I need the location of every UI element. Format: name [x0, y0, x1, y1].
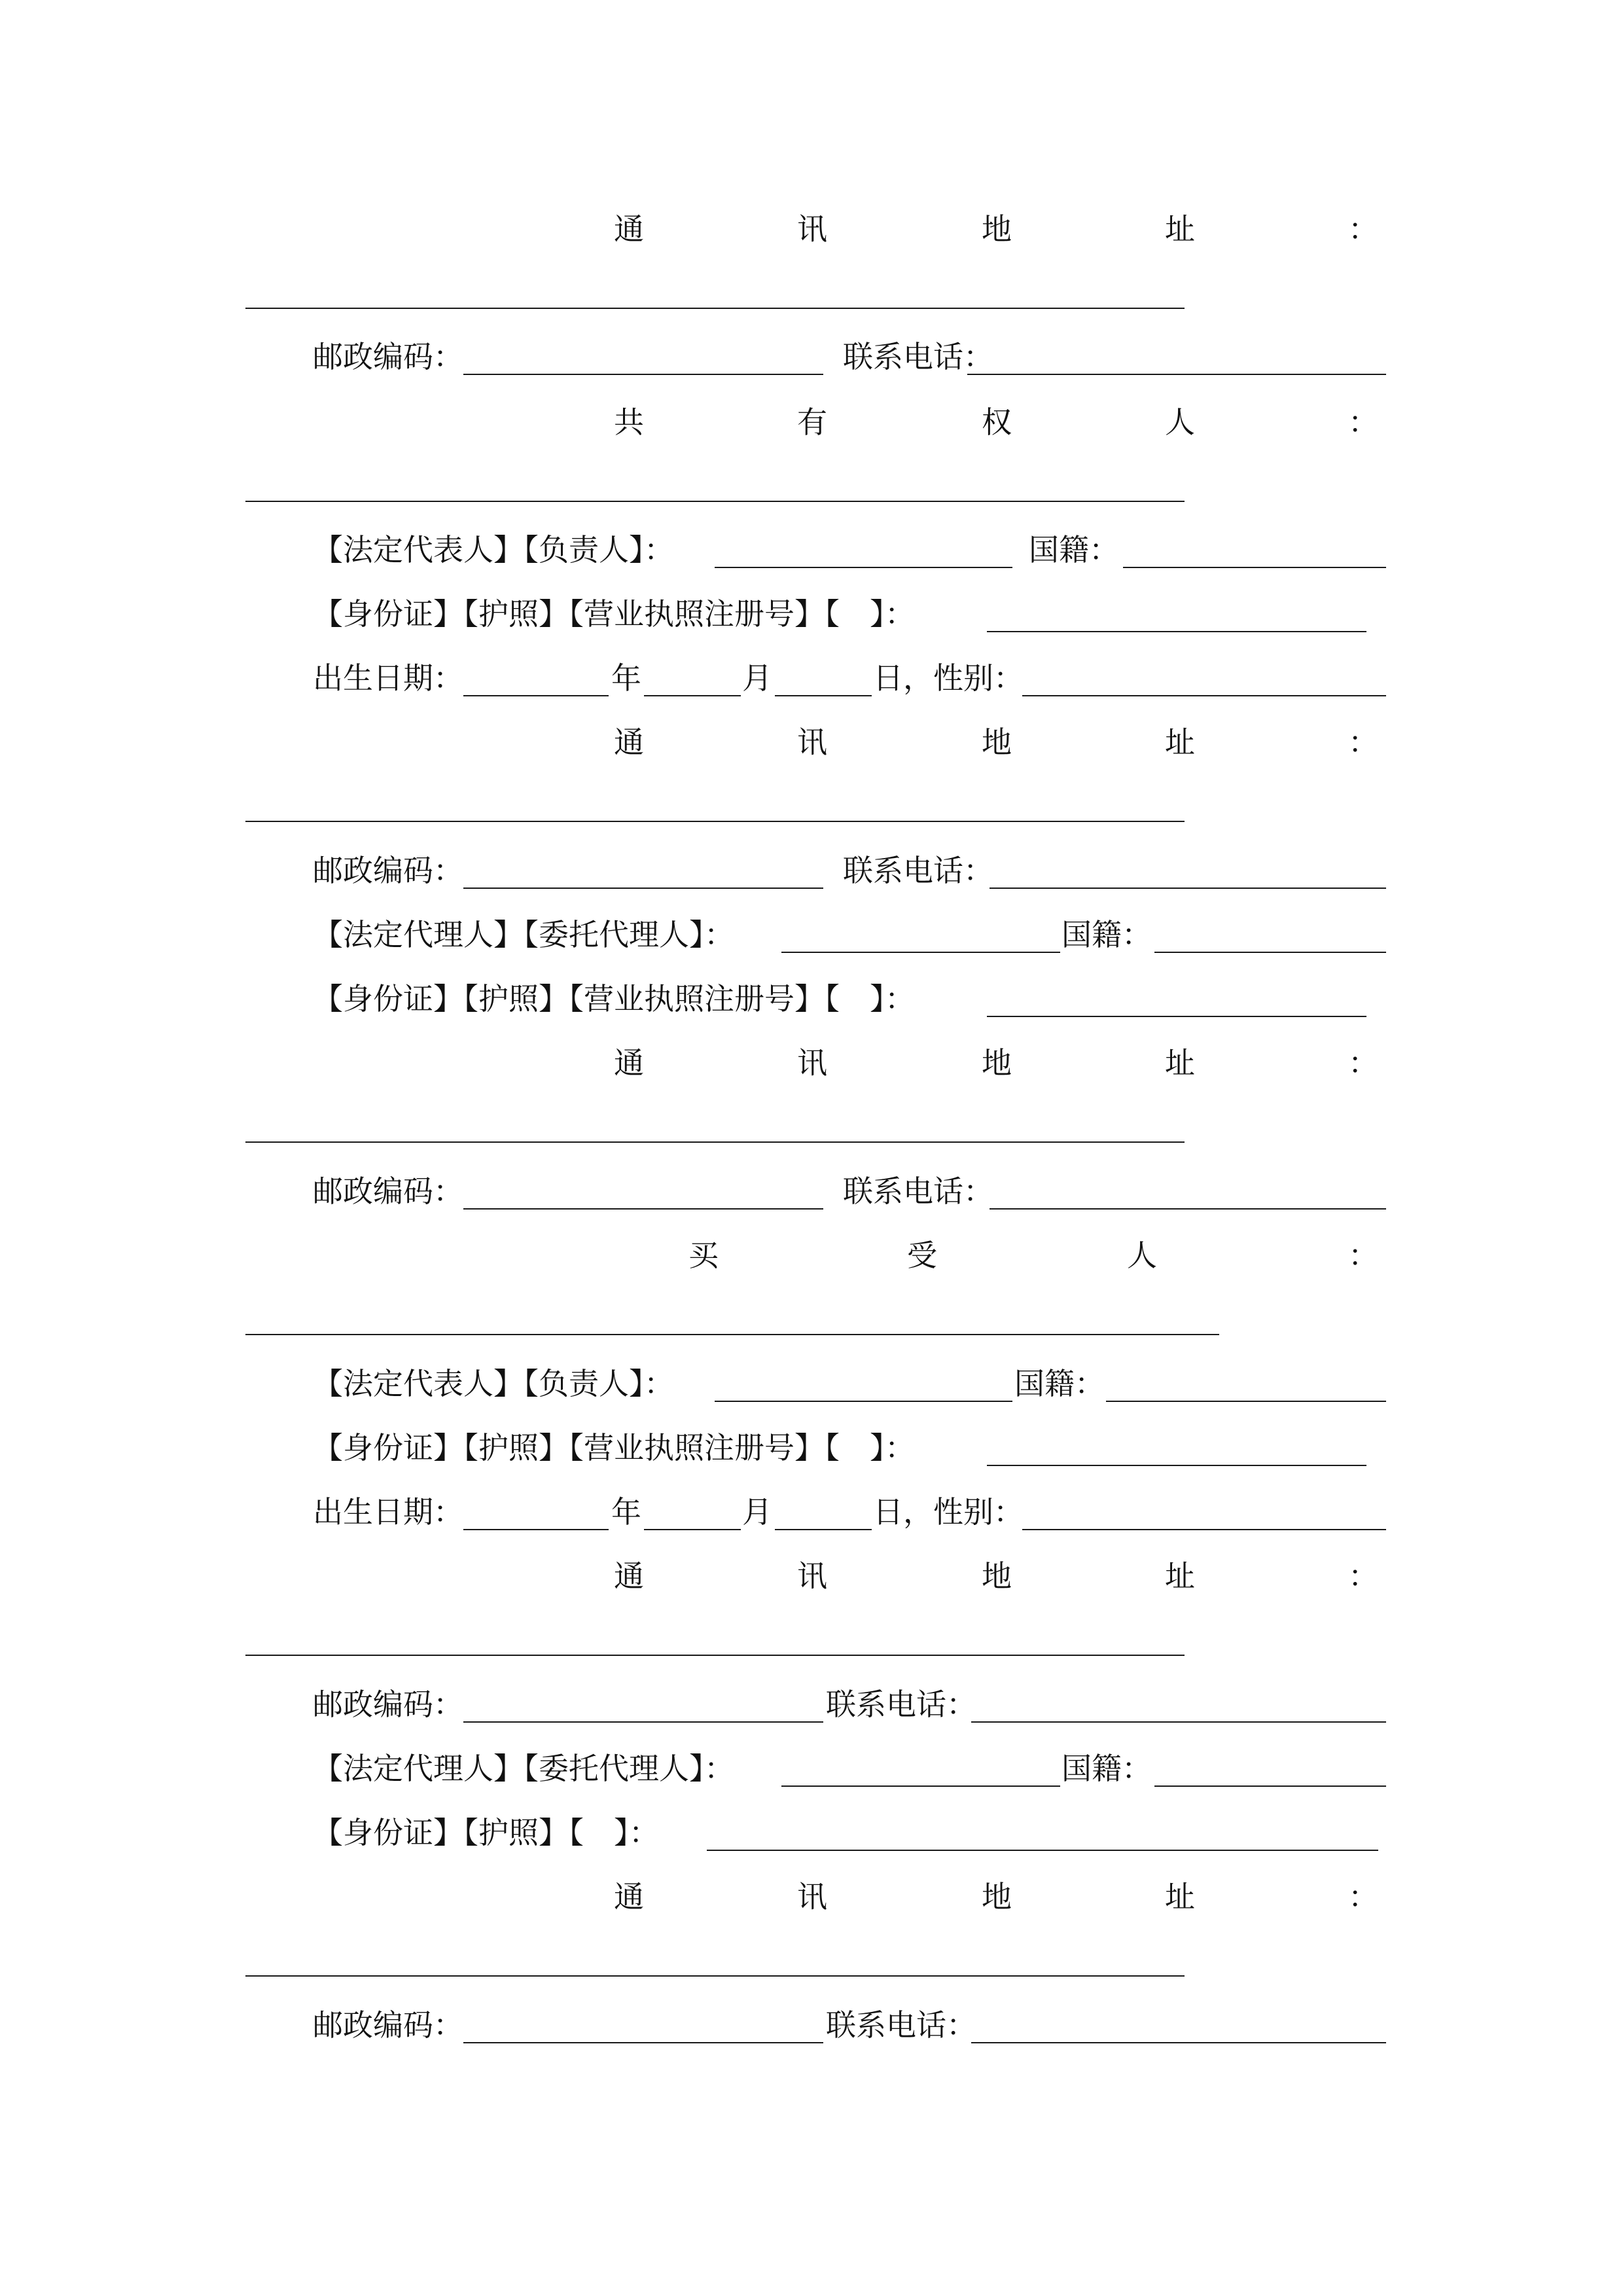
address-colon: ：: [1348, 211, 1378, 247]
address-label-char: 通: [614, 1558, 644, 1594]
id-docs-field[interactable]: [707, 1850, 1378, 1851]
co-owner-label-char: 有: [797, 404, 827, 440]
birth-gender-row: [0, 1486, 1623, 1538]
buyer-label-char: 人: [1127, 1238, 1157, 1273]
birth-day-field[interactable]: [775, 695, 872, 696]
phone-field[interactable]: [990, 888, 1386, 889]
birth-year-field[interactable]: [463, 1529, 609, 1530]
postcode-phone-row: [0, 1999, 1623, 2051]
birth-day-field[interactable]: [775, 1529, 872, 1530]
co-owner-label-char: 人: [1165, 404, 1195, 440]
address-label-char: 讯: [797, 1045, 827, 1081]
id-docs-label: 【身份证】【护照】【营业执照注册号】【 】：: [313, 981, 915, 1016]
day-gender-label: 日，性别：: [873, 1494, 1024, 1530]
month-label: 月: [742, 1494, 772, 1530]
address-label-char: 址: [1165, 1558, 1195, 1594]
postcode-field[interactable]: [463, 1721, 823, 1723]
agent-nationality-label: 国籍：: [1061, 1751, 1152, 1786]
id-docs-row: [0, 588, 1623, 640]
address-label-char: 地: [982, 1558, 1012, 1594]
address-label-char: 址: [1165, 211, 1195, 247]
postcode-label: 邮政编码：: [313, 1174, 463, 1209]
agent-label: 【法定代理人】【委托代理人】：: [313, 917, 734, 952]
address-label-char: 讯: [797, 1879, 827, 1914]
birth-month-field[interactable]: [644, 695, 741, 696]
address-label-char: 址: [1165, 725, 1195, 760]
agent-label: 【法定代理人】【委托代理人】：: [313, 1751, 734, 1786]
phone-label: 联系电话：: [843, 339, 993, 374]
address-field-line[interactable]: [245, 308, 1185, 309]
gender-field[interactable]: [1022, 1529, 1386, 1530]
phone-label: 联系电话：: [826, 1687, 976, 1722]
agent-row: [0, 908, 1623, 961]
month-label: 月: [742, 660, 772, 696]
address-label-char: 讯: [797, 1558, 827, 1594]
id-docs-row: [0, 1806, 1623, 1859]
postcode-phone-row: [0, 331, 1623, 383]
postcode-phone-row: [0, 844, 1623, 897]
address-field-line[interactable]: [245, 1141, 1185, 1143]
address-colon: ：: [1348, 1045, 1378, 1081]
postcode-label: 邮政编码：: [313, 2007, 463, 2043]
id-docs-label: 【身份证】【护照】【营业执照注册号】【 】：: [313, 1430, 915, 1465]
address-field-line[interactable]: [245, 821, 1185, 822]
birth-gender-row: [0, 652, 1623, 704]
id-docs-label: 【身份证】【护照】【营业执照注册号】【 】：: [313, 596, 915, 632]
agent-field[interactable]: [781, 1785, 1060, 1787]
agent-nationality-label: 国籍：: [1061, 917, 1152, 952]
phone-label: 联系电话：: [843, 853, 993, 888]
phone-field[interactable]: [971, 1721, 1386, 1723]
phone-label: 联系电话：: [826, 2007, 976, 2043]
address-colon: ：: [1348, 1558, 1378, 1594]
co-owner-colon: ：: [1348, 404, 1378, 440]
postcode-label: 邮政编码：: [313, 853, 463, 888]
id-docs-field[interactable]: [987, 1465, 1366, 1466]
legal-rep-field[interactable]: [715, 567, 1012, 568]
agent-nationality-field[interactable]: [1154, 952, 1386, 953]
address-label-char: 讯: [797, 725, 827, 760]
postcode-field[interactable]: [463, 888, 823, 889]
address-row: [0, 1550, 1623, 1602]
legal-rep-row: [0, 524, 1623, 576]
address-label-char: 址: [1165, 1879, 1195, 1914]
postcode-field[interactable]: [463, 1208, 823, 1210]
address-row: [0, 203, 1623, 255]
birth-month-field[interactable]: [644, 1529, 741, 1530]
address-label-char: 通: [614, 1045, 644, 1081]
address-label-char: 讯: [797, 211, 827, 247]
nationality-label: 国籍：: [1029, 532, 1119, 567]
phone-field[interactable]: [990, 1208, 1386, 1210]
id-docs-row: [0, 973, 1623, 1025]
address-label-char: 地: [982, 1045, 1012, 1081]
legal-rep-row: [0, 1357, 1623, 1410]
agent-nationality-field[interactable]: [1154, 1785, 1386, 1787]
birth-year-field[interactable]: [463, 695, 609, 696]
buyer-field-line[interactable]: [245, 1334, 1219, 1335]
address-colon: ：: [1348, 725, 1378, 760]
buyer-label-char: 买: [688, 1238, 719, 1273]
agent-row: [0, 1742, 1623, 1795]
address-row: [0, 1037, 1623, 1089]
birth-date-label: 出生日期：: [313, 1494, 463, 1530]
postcode-label: 邮政编码：: [313, 1687, 463, 1722]
co-owner-label-char: 共: [614, 404, 644, 440]
birth-date-label: 出生日期：: [313, 660, 463, 696]
buyer-row: [0, 1229, 1623, 1282]
co-owner-row: [0, 396, 1623, 448]
nationality-field[interactable]: [1123, 567, 1386, 568]
address-field-line[interactable]: [245, 1655, 1185, 1656]
co-owner-label-char: 权: [982, 404, 1012, 440]
buyer-colon: ：: [1348, 1238, 1378, 1273]
nationality-field[interactable]: [1106, 1401, 1386, 1402]
phone-label: 联系电话：: [843, 1174, 993, 1209]
address-colon: ：: [1348, 1879, 1378, 1914]
phone-field[interactable]: [971, 2042, 1386, 2043]
address-label-char: 址: [1165, 1045, 1195, 1081]
address-label-char: 通: [614, 211, 644, 247]
year-label: 年: [611, 660, 641, 696]
legal-rep-label: 【法定代表人】【负责人】：: [313, 1366, 674, 1401]
day-gender-label: 日，性别：: [873, 660, 1024, 696]
id-docs-row: [0, 1422, 1623, 1474]
address-label-char: 通: [614, 1879, 644, 1914]
phone-field[interactable]: [967, 374, 1386, 375]
id-docs-field[interactable]: [987, 1016, 1366, 1017]
gender-field[interactable]: [1022, 695, 1386, 696]
address-label-char: 地: [982, 211, 1012, 247]
legal-rep-label: 【法定代表人】【负责人】：: [313, 532, 674, 567]
address-field-line[interactable]: [245, 1975, 1185, 1977]
postcode-field[interactable]: [463, 374, 823, 375]
postcode-field[interactable]: [463, 2042, 823, 2043]
agent-field[interactable]: [781, 952, 1060, 953]
postcode-label: 邮政编码：: [313, 339, 463, 374]
address-label-char: 地: [982, 725, 1012, 760]
buyer-label-char: 受: [907, 1238, 937, 1273]
address-label-char: 地: [982, 1879, 1012, 1914]
address-row: [0, 1871, 1623, 1923]
co-owner-field-line[interactable]: [245, 501, 1185, 502]
year-label: 年: [611, 1494, 641, 1530]
id-docs-label: 【身份证】【护照】【 】：: [313, 1815, 659, 1850]
postcode-phone-row: [0, 1165, 1623, 1217]
legal-rep-field[interactable]: [715, 1401, 1012, 1402]
nationality-label: 国籍：: [1014, 1366, 1105, 1401]
address-row: [0, 716, 1623, 768]
address-label-char: 通: [614, 725, 644, 760]
postcode-phone-row: [0, 1678, 1623, 1731]
id-docs-field[interactable]: [987, 631, 1366, 632]
